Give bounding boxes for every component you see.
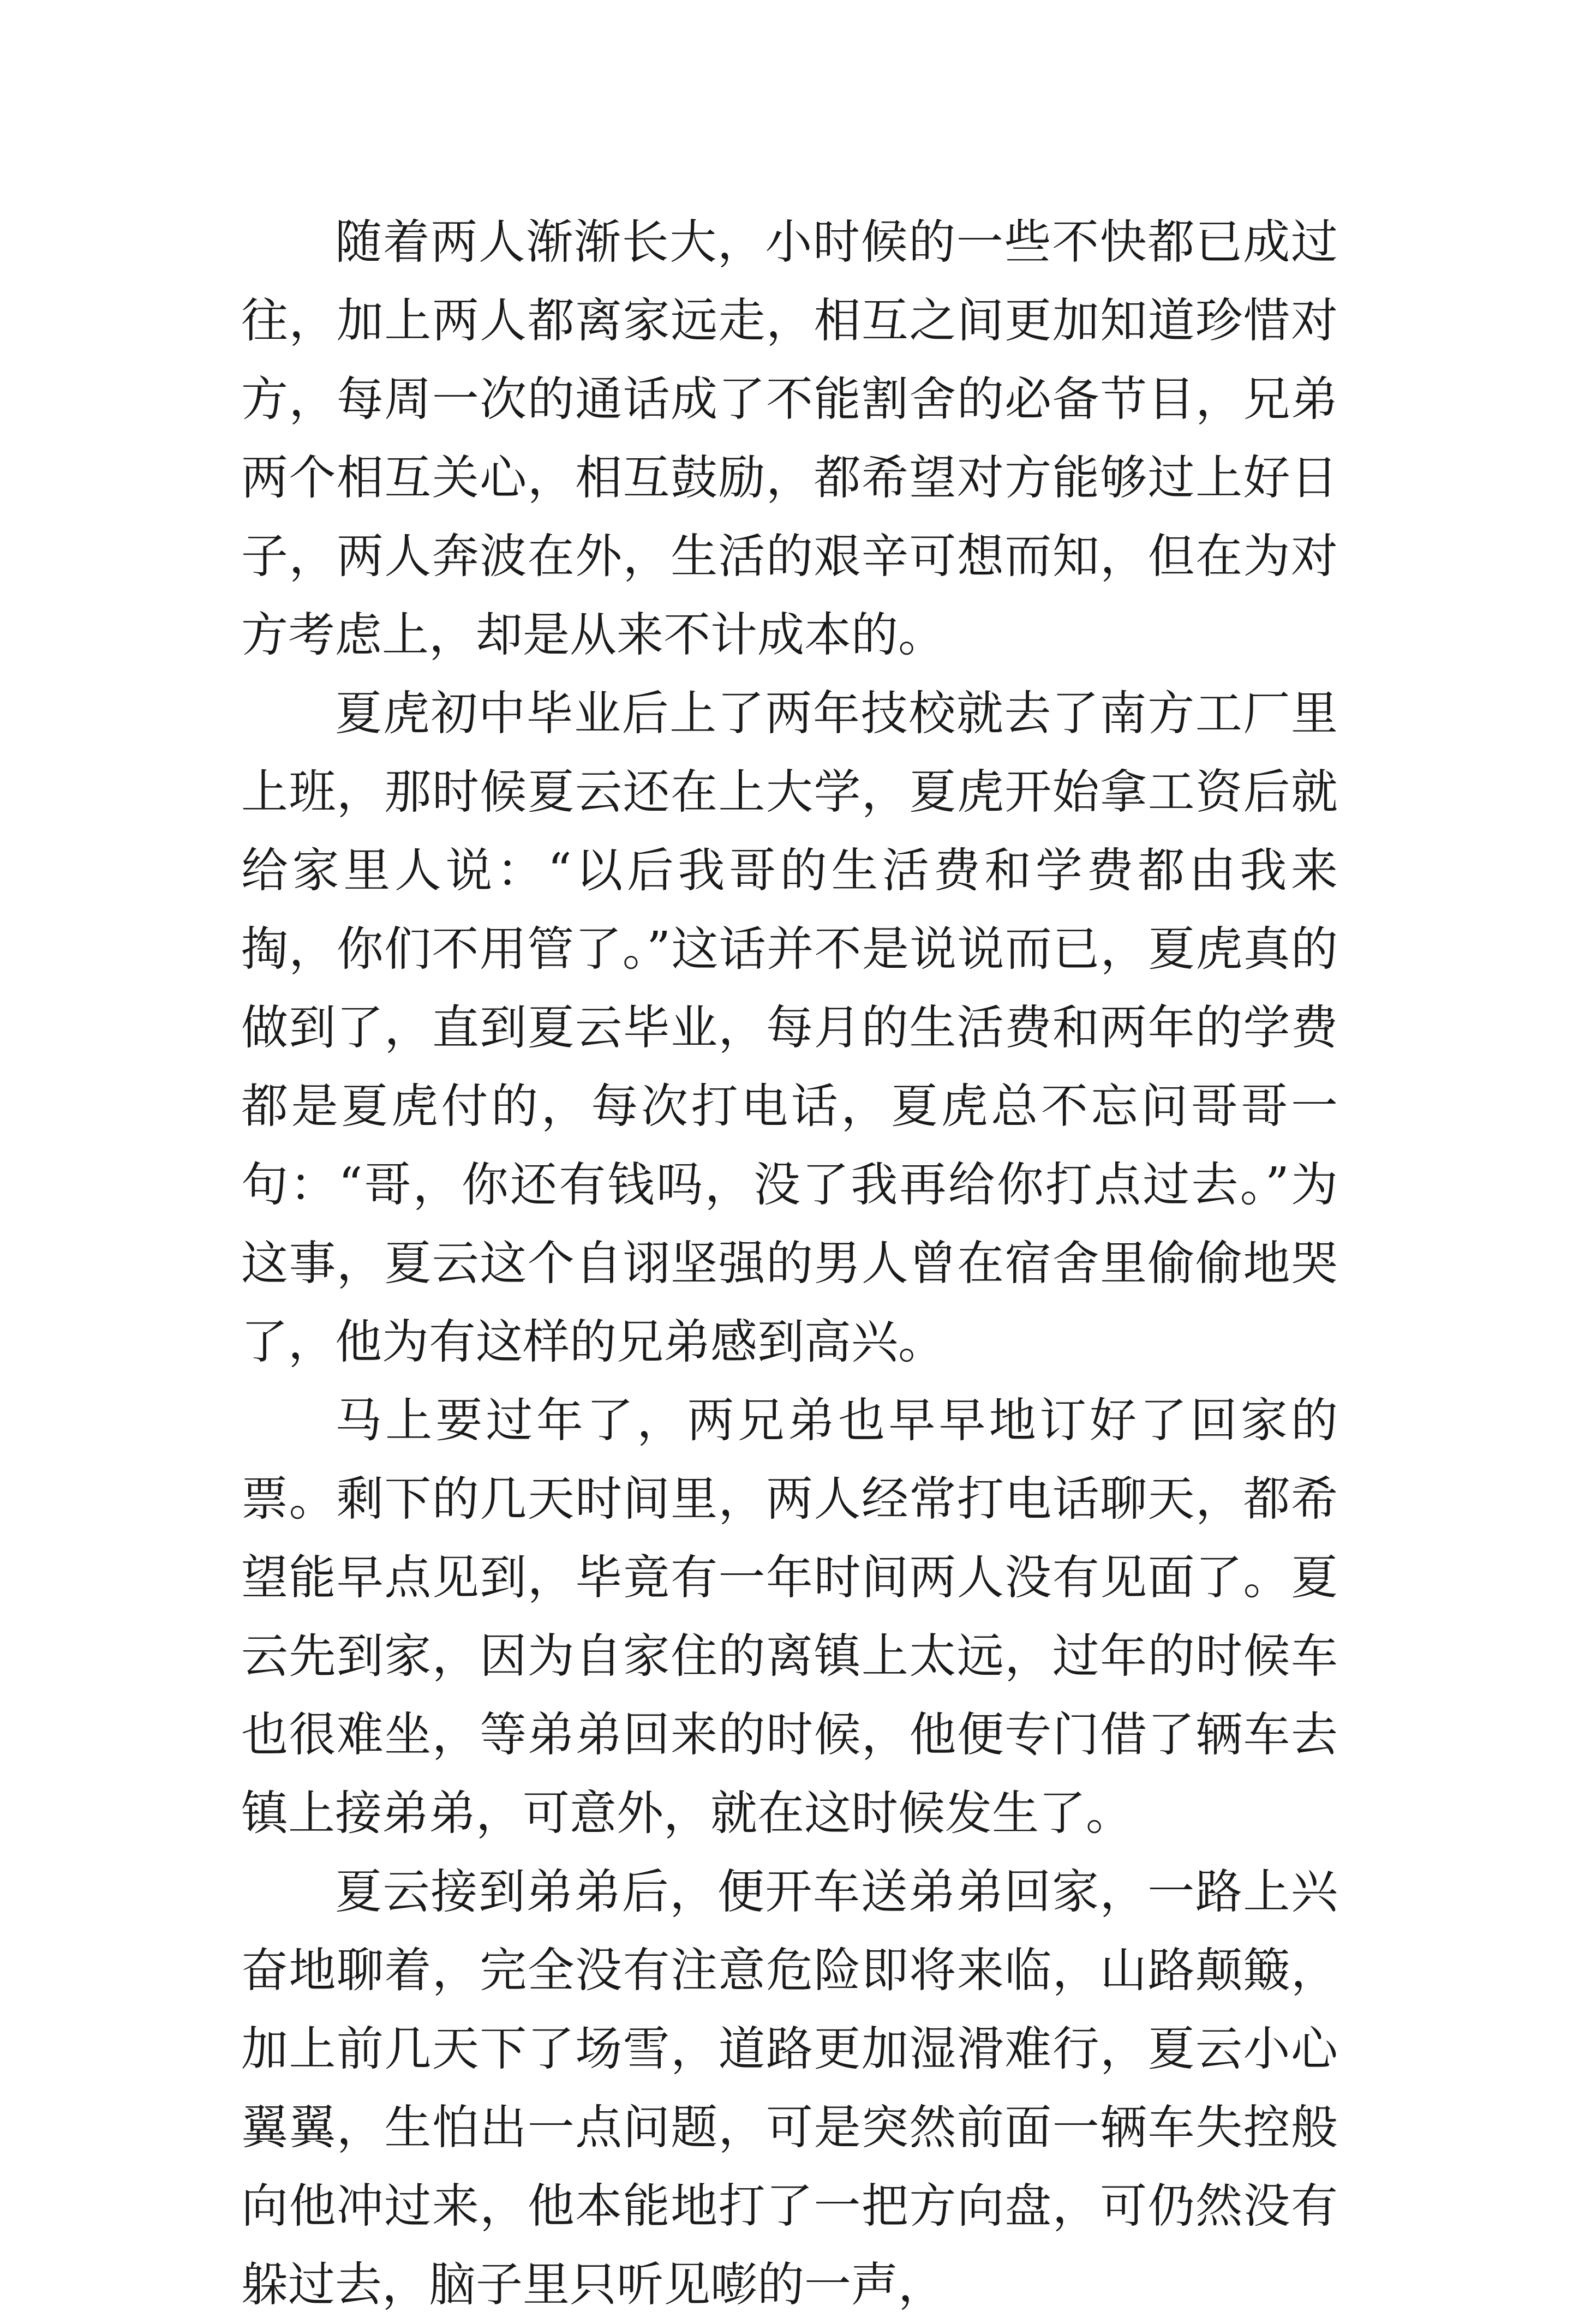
body-text xyxy=(241,203,1338,2324)
paragraph-2: 夏虎初中毕业后上了两年技校就去了南方工厂里上班，那时候夏云还在上大学，夏虎开始拿工资后就给家里人说：“以后我哥的生活费和学费都由我来掏，你们不用管了。”这话并不是说说而已，夏虎真的做到了，直到夏云毕业，每月的生活费和两年的学费都是夏虎付的，每次打电话，夏虎总不忘问哥哥一句：“哥，你还有钱吗，没了我再给你打点过去。”为这事，夏云这个自诩坚强的男人曾在宿舍里偷偷地哭了，他为有这样的兄弟感到高兴。 xyxy=(241,686,1338,1369)
paragraph-1: 随着两人渐渐长大，小时候的一些不快都已成过往，加上两人都离家远走，相互之间更加知道珍惜对方，每周一次的通话成了不能割舍的必备节目，兄弟两个相互关心，相互鼓励，都希望对方能够过上好日子，两人奔波在外，生活的艰辛可想而知，但在为对方考虑上，却是从来不计成本的。 xyxy=(241,215,1338,662)
paragraph-3: 马上要过年了，两兄弟也早早地订好了回家的票。剩下的几天时间里，两人经常打电话聊天，都希望能早点见到，毕竟有一年时间两人没有见面了。夏云先到家，因为自家住的离镇上太远，过年的时候车也很难坐，等弟弟回来的时候，他便专门借了辆车去镇上接弟弟，可意外，就在这时候发生了。 xyxy=(241,1393,1338,1841)
paragraph-4: 夏云接到弟弟后，便开车送弟弟回家，一路上兴奋地聊着，完全没有注意危险即将来临，山路颠簸，加上前几天下了场雪，道路更加湿滑难行，夏云小心翼翼，生怕出一点问题，可是突然前面一辆车失控般向他冲过来，他本能地打了一把方向盘，可仍然没有躲过去，脑子里只听见嘭的一声， xyxy=(241,1865,1338,2312)
